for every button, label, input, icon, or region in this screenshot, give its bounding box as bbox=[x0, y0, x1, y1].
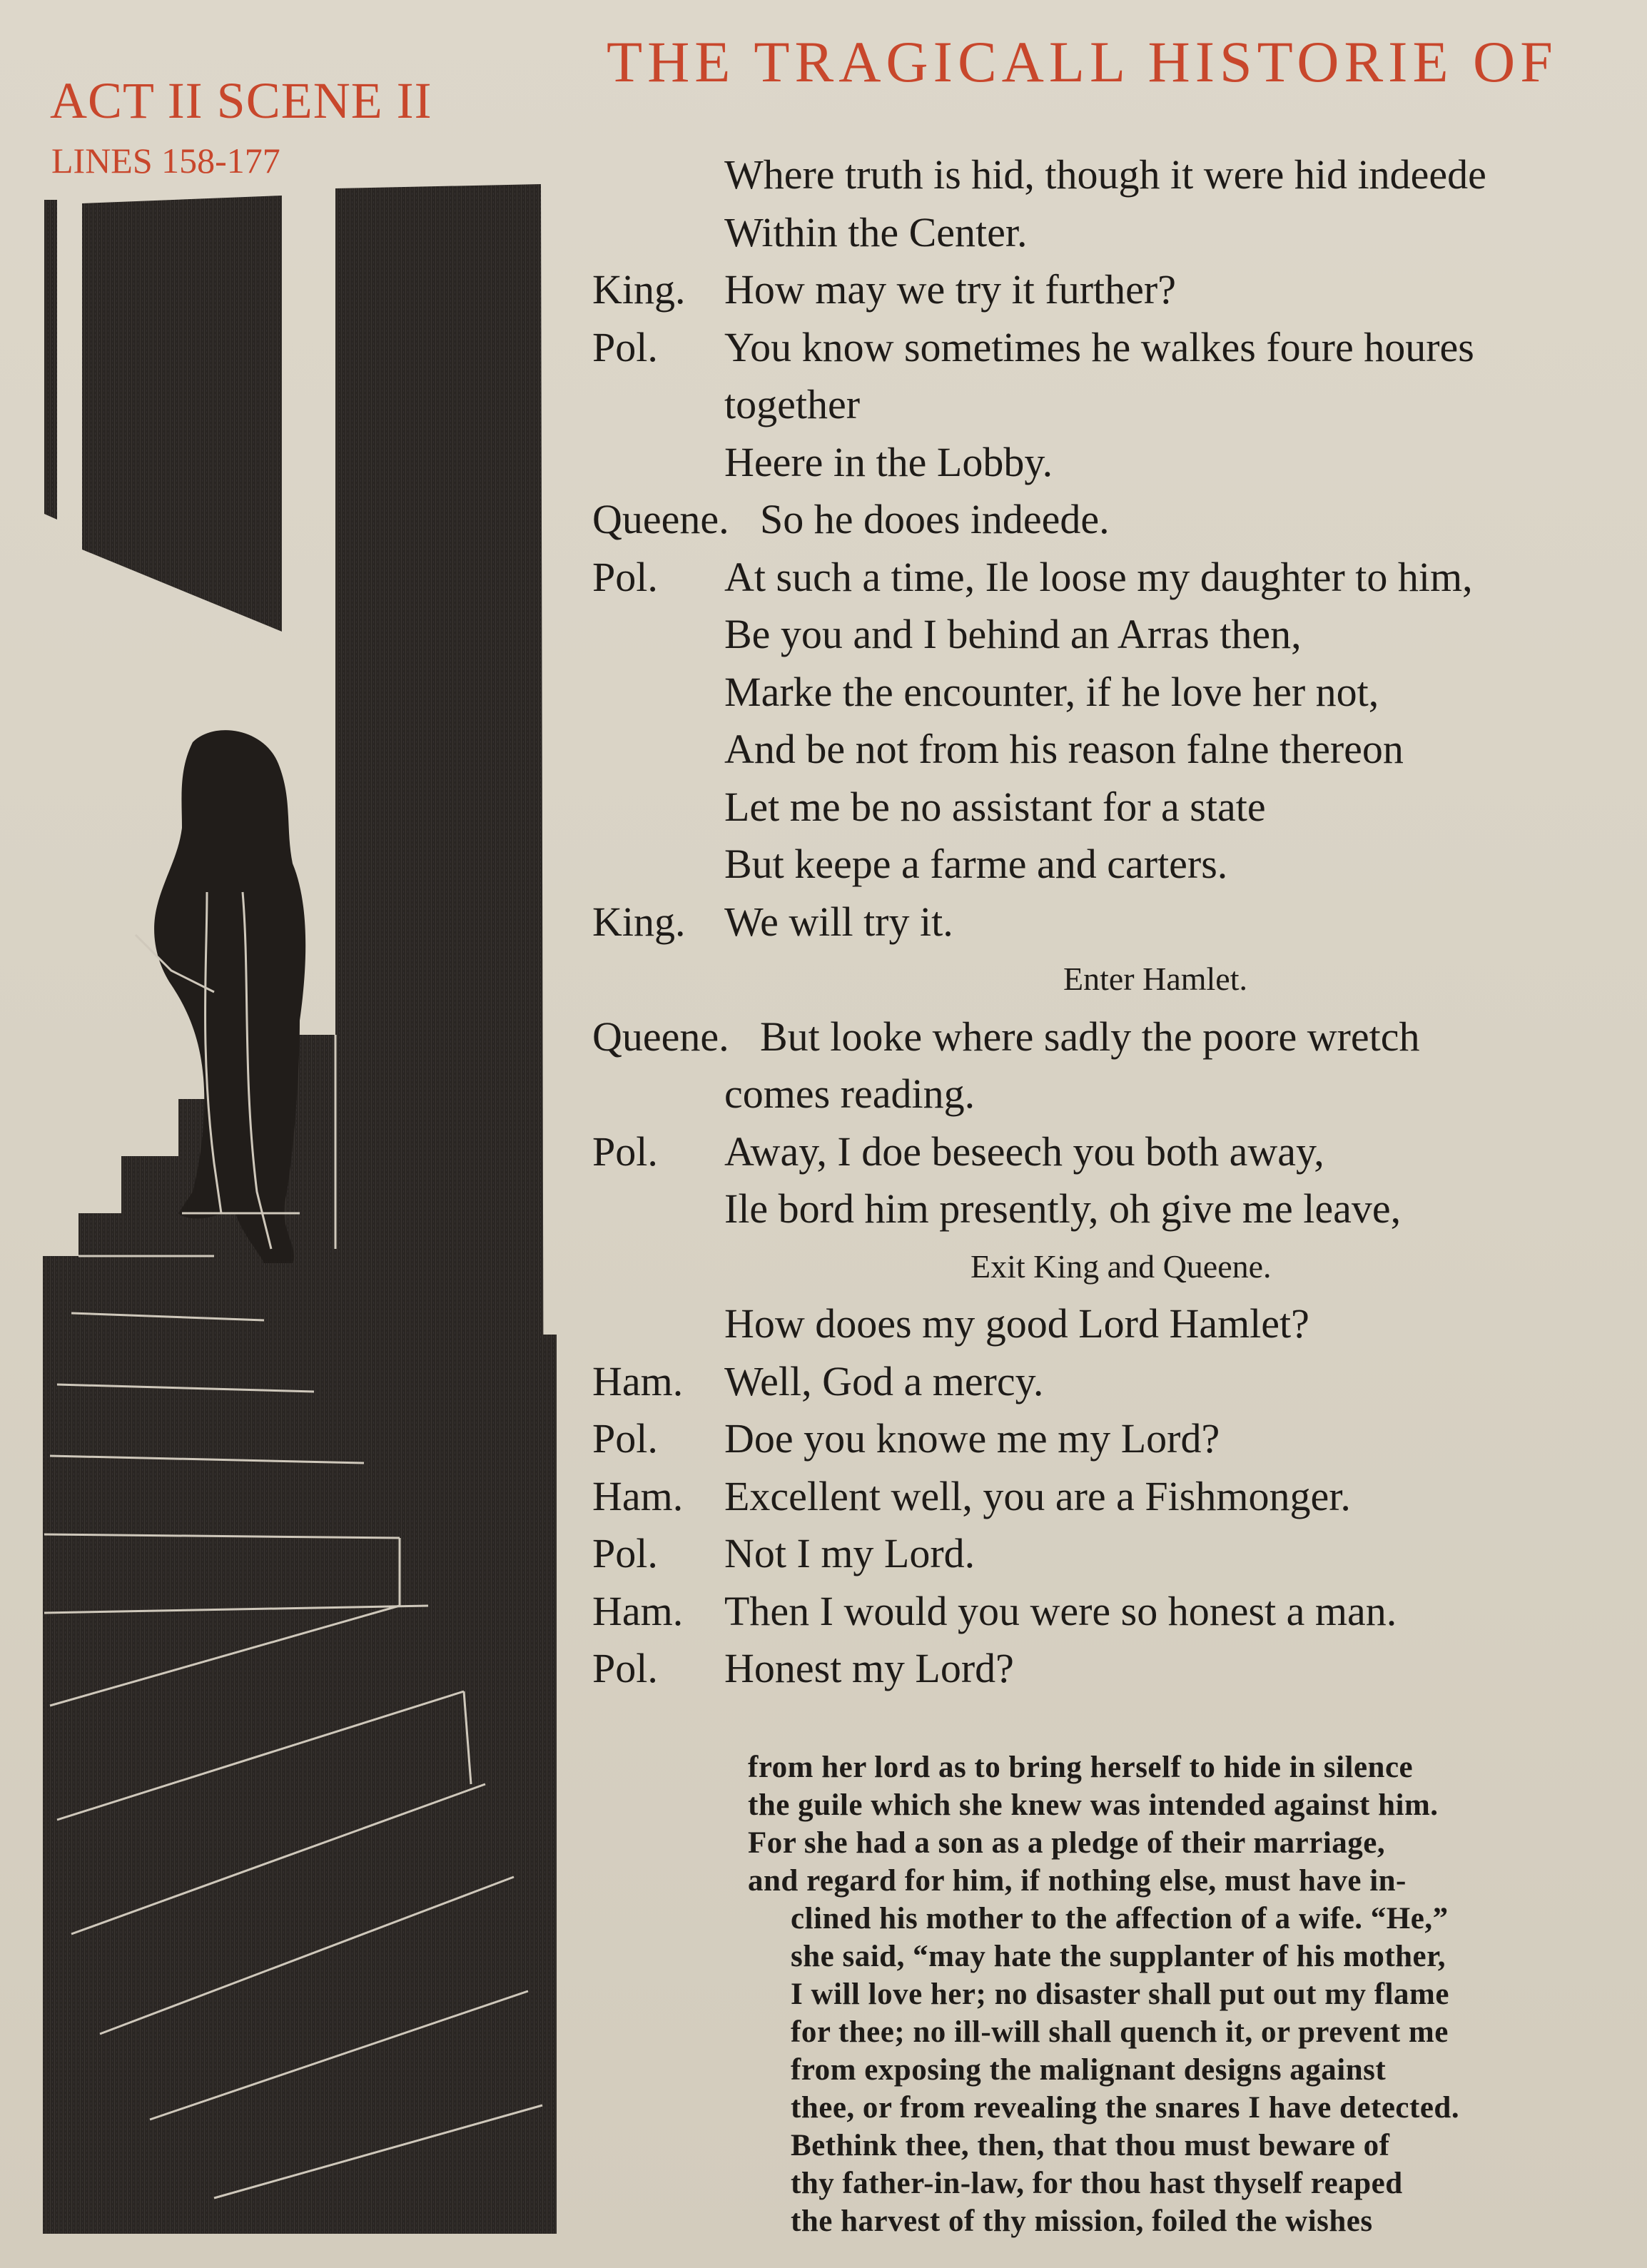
verse-line bbox=[592, 1065, 1627, 1123]
speaker-name: Pol. bbox=[592, 323, 658, 370]
prose-line: clined his mother to the affection of a wife. “He,” bbox=[791, 1902, 1449, 1935]
verse-line bbox=[592, 376, 1627, 434]
verse-text: And be not from his reason falne thereon bbox=[724, 726, 1404, 772]
prose-line: For she had a son as a pledge of their marriage, bbox=[748, 1826, 1386, 1860]
prose-line: from her lord as to bring herself to hide in silence bbox=[748, 1751, 1414, 1784]
prose-line: the harvest of thy mission, foiled the wishes bbox=[791, 2204, 1373, 2238]
speaker-name: King. bbox=[592, 898, 686, 945]
speaker-name: King. bbox=[592, 266, 686, 313]
verse-line bbox=[592, 146, 1627, 204]
act-scene-heading: ACT II SCENE II bbox=[50, 72, 432, 129]
staircase-lower bbox=[43, 1335, 557, 2234]
verse-text: Then I would you were so honest a man. bbox=[724, 1587, 1397, 1634]
verse-line bbox=[592, 204, 1627, 262]
verse-text: Marke the encounter, if he love her not, bbox=[724, 668, 1379, 715]
speaker-name: Ham. bbox=[592, 1472, 684, 1519]
speaker-name: Queene. bbox=[592, 496, 729, 542]
verse-line bbox=[592, 664, 1627, 722]
verse-text: Let me be no assistant for a state bbox=[724, 783, 1266, 830]
verse-text: Within the Center. bbox=[724, 208, 1028, 255]
verse-text: Where truth is hid, though it were hid indeede bbox=[724, 151, 1486, 198]
verse-text: Be you and I behind an Arras then, bbox=[724, 611, 1302, 657]
verse-text: together bbox=[724, 381, 861, 427]
verse-line bbox=[592, 1008, 1627, 1066]
verse-text: You know sometimes he walkes foure houres bbox=[724, 323, 1474, 370]
verse-line bbox=[592, 836, 1627, 893]
prose-line: from exposing the malignant designs against bbox=[791, 2053, 1387, 2087]
verse-line bbox=[592, 721, 1627, 779]
verse-line bbox=[592, 779, 1627, 836]
speaker-name: Ham. bbox=[592, 1587, 684, 1634]
verse-line bbox=[592, 1180, 1627, 1238]
verse-text: Not I my Lord. bbox=[724, 1530, 975, 1576]
verse-text: Doe you knowe me my Lord? bbox=[724, 1415, 1220, 1462]
prose-line: Bethink thee, then, that thou must beware of bbox=[791, 2129, 1390, 2162]
prose-line: I will love her; no disaster shall put out my flame bbox=[791, 1978, 1449, 2011]
prose-line: thy father-in-law, for thou hast thyself reaped bbox=[791, 2167, 1403, 2200]
verse-line bbox=[592, 1525, 1627, 1583]
verse-text: Excellent well, you are a Fishmonger. bbox=[724, 1472, 1351, 1519]
speaker-name: Pol. bbox=[592, 1128, 658, 1175]
stage-direction bbox=[592, 951, 1627, 1008]
woodcut-illustration bbox=[29, 178, 571, 2234]
prose-line: for thee; no ill-will shall quench it, or prevent me bbox=[791, 2015, 1449, 2049]
prose-line: the guile which she knew was intended against him. bbox=[748, 1788, 1439, 1822]
speaker-name: Pol. bbox=[592, 1645, 658, 1691]
verse-line bbox=[592, 1410, 1627, 1468]
stage-direction bbox=[592, 1238, 1627, 1296]
verse-block bbox=[592, 146, 1627, 1698]
verse-line bbox=[592, 434, 1627, 492]
verse-text: comes reading. bbox=[724, 1070, 975, 1117]
prose-line: and regard for him, if nothing else, must have in- bbox=[748, 1864, 1407, 1898]
speaker-name: Pol. bbox=[592, 553, 658, 600]
verse-line bbox=[592, 491, 1627, 549]
verse-text: At such a time, Ile loose my daughter to him, bbox=[724, 553, 1473, 600]
verse-text: Heere in the Lobby. bbox=[724, 438, 1053, 485]
verse-line bbox=[592, 1295, 1627, 1353]
verse-text: How may we try it further? bbox=[724, 266, 1176, 313]
speaker-name: Queene. bbox=[592, 1013, 729, 1060]
verse-line bbox=[592, 1583, 1627, 1641]
page-title: THE TRAGICALL HISTORIE OF bbox=[607, 29, 1558, 94]
verse-line bbox=[592, 1123, 1627, 1181]
verse-text: Ile bord him presently, oh give me leave, bbox=[724, 1185, 1402, 1232]
speaker-name: Pol. bbox=[592, 1530, 658, 1576]
verse-text: We will try it. bbox=[724, 898, 953, 945]
verse-text: But looke where sadly the poore wretch bbox=[760, 1013, 1420, 1060]
verse-line bbox=[592, 261, 1627, 319]
speaker-name: Ham. bbox=[592, 1357, 684, 1404]
window-shade bbox=[82, 196, 282, 635]
stage-direction-text: Exit King and Queene. bbox=[971, 1247, 1272, 1285]
verse-line bbox=[592, 1468, 1627, 1526]
verse-line bbox=[592, 319, 1627, 377]
prose-line: she said, “may hate the supplanter of his mother, bbox=[791, 1940, 1446, 1973]
verse-text: So he dooes indeede. bbox=[760, 496, 1110, 542]
speaker-name: Pol. bbox=[592, 1415, 658, 1462]
verse-text: Honest my Lord? bbox=[724, 1645, 1014, 1691]
verse-line bbox=[592, 606, 1627, 664]
stage-direction-text: Enter Hamlet. bbox=[1063, 961, 1248, 997]
verse-line bbox=[592, 1353, 1627, 1411]
verse-text: Away, I doe beseech you both away, bbox=[724, 1128, 1324, 1175]
verse-line bbox=[592, 1640, 1627, 1698]
verse-text: How dooes my good Lord Hamlet? bbox=[724, 1300, 1309, 1347]
verse-line bbox=[592, 893, 1627, 951]
line-reference: LINES 158-177 bbox=[51, 141, 280, 181]
prose-block bbox=[748, 1748, 1604, 2240]
prose-line: thee, or from revealing the snares I have detected. bbox=[791, 2091, 1460, 2125]
window-left-strip bbox=[44, 200, 57, 520]
verse-line bbox=[592, 549, 1627, 607]
verse-text: But keepe a farme and carters. bbox=[724, 841, 1228, 887]
verse-text: Well, God a mercy. bbox=[724, 1357, 1044, 1404]
